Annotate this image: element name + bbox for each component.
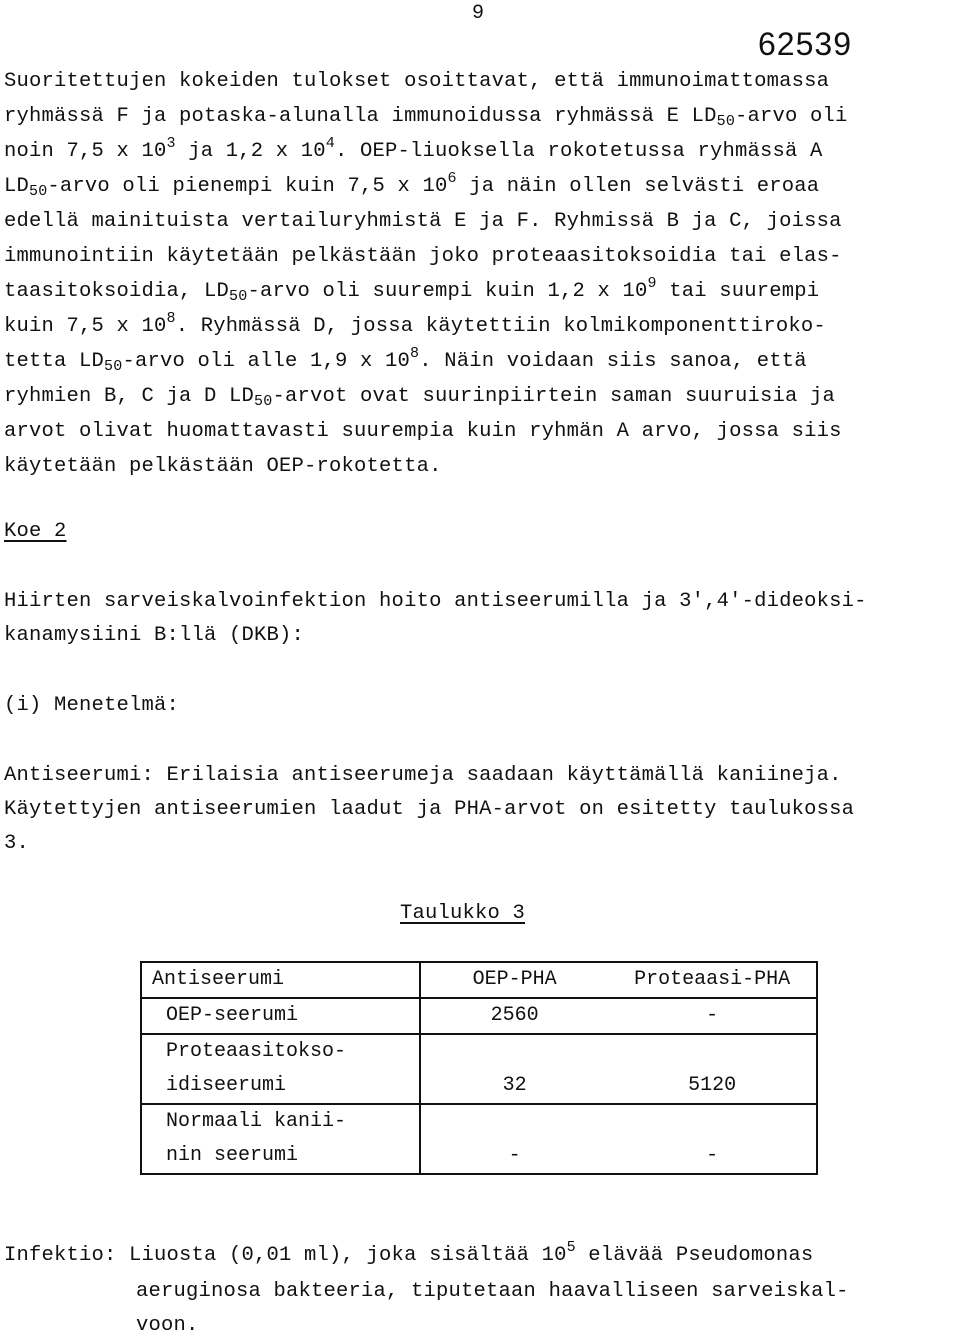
experiment-title-line-2: kanamysiini B:llä (DKB): [4, 624, 305, 647]
patent-number: 62539 [758, 26, 852, 62]
section-heading: Koe 2 [4, 520, 67, 543]
table-row [141, 1104, 817, 1174]
text-segment: kuin 7,5 x 10 [4, 315, 167, 338]
text-segment: tetta LD [4, 350, 105, 373]
header-protease-pha: Proteaasi-PHA [608, 962, 817, 998]
text-segment: ja 1,2 x 10 [175, 140, 326, 163]
superscript: 8 [166, 310, 176, 327]
text-line [4, 239, 848, 274]
text-segment: ryhmässä F ja potaska-alunalla immunoidussa ryhmässä E LD [4, 105, 717, 128]
table-caption: Taulukko 3 [400, 902, 526, 925]
text-segment: -arvo oli pienempi kuin 7,5 x 10 [47, 175, 448, 198]
experiment-title-line-1: Hiirten sarveiskalvoinfektion hoito antiseerumilla ja 3',4'-dideoksi- [4, 590, 867, 613]
text-line [4, 379, 848, 414]
row-name-line: Proteaasitokso- [166, 1040, 347, 1063]
table-row [141, 1034, 817, 1104]
subscript: 50 [104, 358, 123, 375]
text-line [4, 99, 848, 134]
text-segment: -arvo oli alle 1,9 x 10 [122, 350, 410, 373]
results-paragraph [4, 64, 848, 484]
oep-pha-value: - [508, 1144, 521, 1167]
protease-pha-value: - [608, 998, 817, 1034]
row-name [141, 998, 420, 1034]
superscript: 4 [325, 135, 335, 152]
row-name [141, 1034, 420, 1104]
row-name-line: Normaali kanii- [166, 1110, 347, 1133]
text-line [4, 309, 848, 344]
text-segment: . Ryhmässä D, jossa käytettiin kolmikomponenttiroko- [175, 315, 826, 338]
text-line [4, 64, 848, 99]
antiserum-table [140, 961, 818, 1175]
text-line [4, 414, 848, 449]
text-line [4, 449, 848, 484]
protease-pha-value: - [706, 1144, 719, 1167]
infection-text: Infektio: Liuosta (0,01 ml), joka sisältää 10 [4, 1244, 567, 1267]
text-segment: -arvo oli [735, 105, 848, 128]
infection-line-2: aeruginosa bakteeria, tiputetaan haavalliseen sarveiskal- [136, 1280, 849, 1303]
infection-line-1 [4, 1238, 813, 1273]
text-segment: edellä mainituista vertailuryhmistä E ja F. Ryhmissä B ja C, joissa [4, 210, 842, 233]
table-header-row [141, 962, 817, 998]
header-antiserum: Antiseerumi [141, 962, 420, 998]
page-number: 9 [472, 2, 485, 25]
row-name-line: OEP-seerumi [166, 1004, 299, 1027]
antiserum-line-3: 3. [4, 832, 30, 855]
text-segment: immunointiin käytetään pelkästään joko proteaasitoksoidia tai elas- [4, 245, 842, 268]
text-line [4, 169, 848, 204]
text-segment: LD [4, 175, 30, 198]
text-segment: ja näin ollen selvästi eroaa [456, 175, 820, 198]
antiserum-line-1: Antiseerumi: Erilaisia antiseerumeja saadaan käyttämällä kaniineja. [4, 764, 842, 787]
subscript: 50 [716, 113, 736, 130]
text-segment: ryhmien B, C ja D LD [4, 385, 255, 408]
subscript: 50 [229, 288, 248, 305]
oep-pha-value: 2560 [420, 998, 608, 1034]
superscript: 9 [647, 275, 657, 292]
infection-text: elävää Pseudomonas [575, 1244, 814, 1267]
text-line [4, 204, 848, 239]
text-segment: Suoritettujen kokeiden tulokset osoittavat, että immunoimattomassa [4, 70, 830, 93]
row-name [141, 1104, 420, 1174]
text-line [4, 134, 848, 169]
text-line [4, 274, 848, 309]
superscript: 3 [166, 135, 176, 152]
text-segment: -arvot ovat suurinpiirtein saman suuruisia ja [272, 385, 836, 408]
infection-exponent: 5 [566, 1239, 576, 1256]
text-segment: . Näin voidaan siis sanoa, että [419, 350, 807, 373]
text-segment: noin 7,5 x 10 [4, 140, 167, 163]
text-segment: käytetään pelkästään OEP-rokotetta. [4, 455, 442, 478]
subscript: 50 [29, 183, 48, 200]
infection-line-3: voon. [136, 1314, 199, 1337]
text-segment: arvot olivat huomattavasti suurempia kuin ryhmän A arvo, jossa siis [4, 420, 842, 443]
method-label: (i) Menetelmä: [4, 694, 180, 717]
text-segment: tai suurempi [656, 280, 820, 303]
table-row [141, 998, 817, 1034]
protease-pha-value: 5120 [608, 1034, 817, 1104]
text-segment: taasitoksoidia, LD [4, 280, 230, 303]
text-segment: . OEP-liuoksella rokotetussa ryhmässä A [334, 140, 823, 163]
superscript: 6 [447, 170, 457, 187]
text-line [4, 344, 848, 379]
text-segment: -arvo oli suurempi kuin 1,2 x 10 [247, 280, 648, 303]
subscript: 50 [254, 393, 273, 410]
superscript: 8 [409, 345, 420, 362]
row-name-line: idiseerumi [166, 1074, 287, 1097]
oep-pha-value: 32 [420, 1034, 608, 1104]
header-oep-pha: OEP-PHA [420, 962, 608, 998]
row-name-line: nin seerumi [166, 1144, 299, 1167]
antiserum-line-2: Käytettyjen antiseerumien laadut ja PHA-arvot on esitetty taulukossa [4, 798, 855, 821]
